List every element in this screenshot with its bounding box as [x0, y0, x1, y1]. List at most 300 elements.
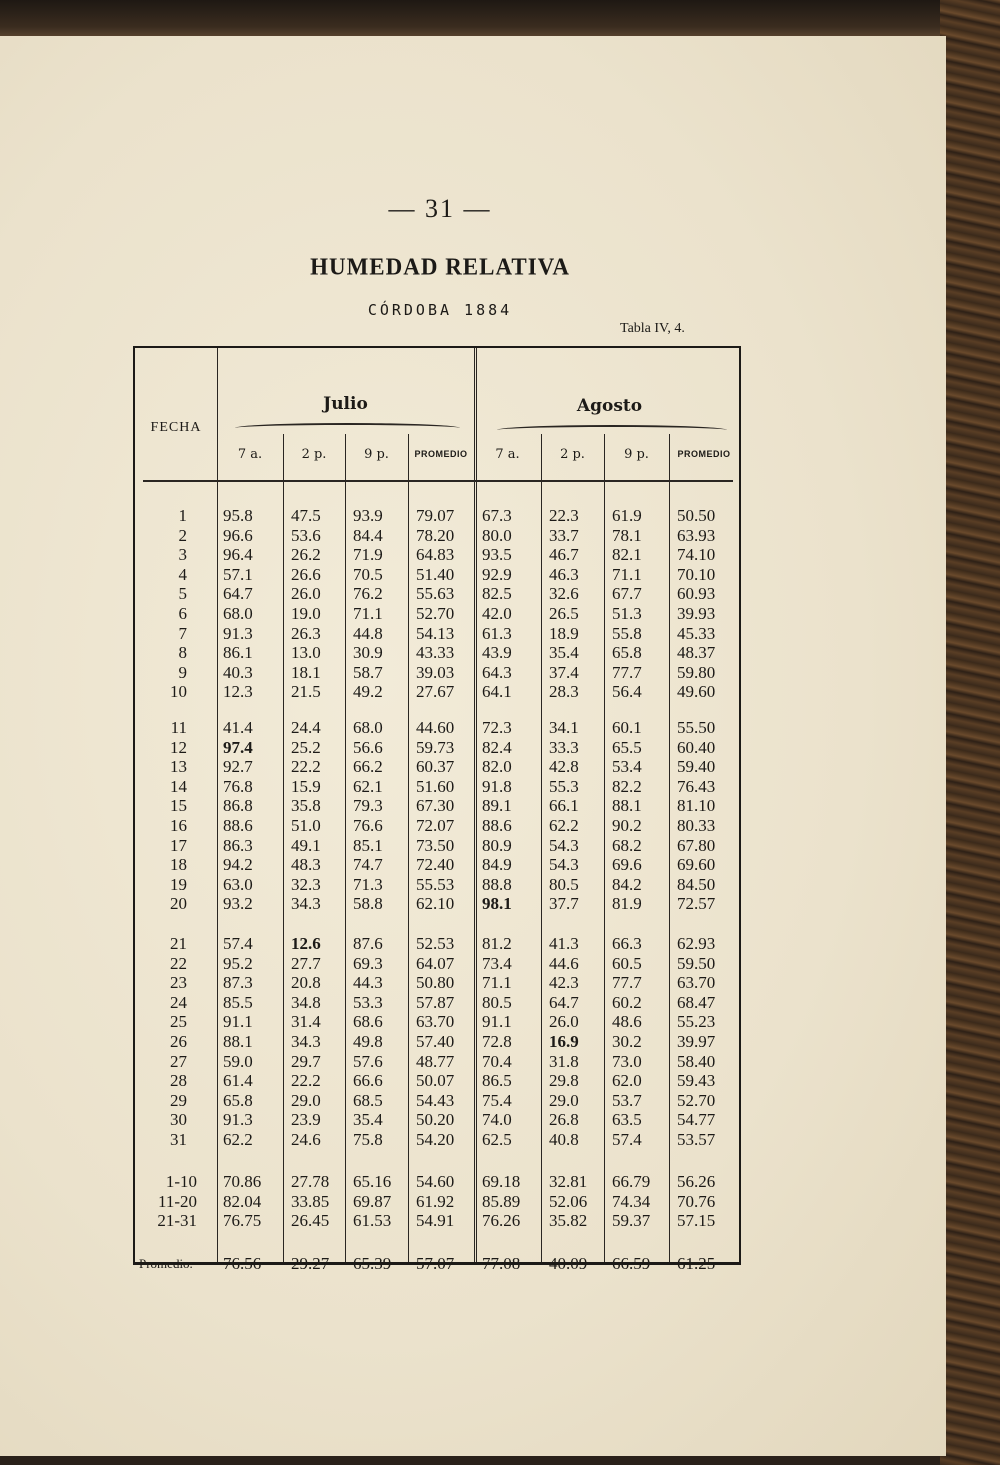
- humidity-value: 73.4: [482, 953, 512, 973]
- humidity-value: 22.3: [549, 506, 579, 525]
- humidity-value: 60.37: [416, 757, 455, 777]
- humidity-value: 82.0: [482, 757, 512, 777]
- humidity-value: 48.6: [612, 1012, 642, 1032]
- humidity-value: 42.3: [549, 973, 579, 993]
- humidity-value: 80.5: [482, 992, 512, 1012]
- humidity-value: 76.56: [223, 1254, 262, 1273]
- humidity-value: 77.08: [482, 1254, 521, 1273]
- humidity-value: 43.33: [416, 643, 455, 663]
- humidity-value: 81.10: [677, 796, 716, 816]
- humidity-value: 80.5: [549, 874, 579, 894]
- humidity-value: 44.3: [353, 973, 383, 993]
- humidity-value: 54.13: [416, 623, 455, 643]
- humidity-value: 39.97: [677, 1032, 716, 1051]
- humidity-value: 34.8: [291, 992, 321, 1012]
- humidity-value: 33.3: [549, 737, 579, 757]
- humidity-value: 54.3: [549, 855, 579, 875]
- humidity-value: 77.7: [612, 662, 642, 682]
- humidity-value: 52.70: [416, 604, 455, 623]
- humidity-value: 68.5: [353, 1090, 383, 1110]
- humidity-value: 85.89: [482, 1191, 521, 1211]
- column-header: PROMEDIO: [414, 449, 468, 459]
- column-divider: [669, 434, 670, 1262]
- humidity-value: 27.67: [416, 682, 455, 702]
- humidity-value: 57.40: [416, 1032, 455, 1051]
- row-date-label: 11-20: [157, 1191, 197, 1211]
- humidity-value: 57.15: [677, 1211, 716, 1231]
- page-number: — 31 —: [388, 194, 492, 223]
- humidity-value: 60.5: [612, 953, 642, 973]
- humidity-value: 72.57: [677, 894, 716, 914]
- humidity-value: 64.83: [416, 545, 455, 565]
- humidity-value: 62.10: [416, 894, 455, 914]
- humidity-value: 76.26: [482, 1211, 521, 1231]
- humidity-value: 50.50: [677, 506, 716, 525]
- humidity-value: 54.3: [549, 835, 579, 855]
- column-divider: [604, 434, 605, 1262]
- humidity-value: 54.77: [677, 1110, 716, 1130]
- humidity-value: 37.7: [549, 894, 579, 914]
- humidity-value: 39.03: [416, 662, 455, 682]
- humidity-value: 69.60: [677, 855, 716, 875]
- row-date-label: 4: [178, 564, 187, 584]
- column-divider: [345, 434, 346, 1262]
- humidity-value: 98.1: [482, 894, 512, 914]
- humidity-value: 87.6: [353, 934, 383, 953]
- humidity-value: 82.04: [223, 1191, 262, 1211]
- humidity-value: 88.6: [482, 816, 512, 835]
- humidity-value: 80.0: [482, 525, 512, 545]
- humidity-value: 93.2: [223, 894, 253, 914]
- humidity-value: 86.8: [223, 796, 253, 816]
- row-date-label: 9: [178, 662, 187, 682]
- humidity-value: 70.5: [353, 564, 383, 584]
- humidity-value: 87.3: [223, 973, 253, 993]
- humidity-value: 57.07: [416, 1254, 455, 1273]
- humidity-value: 27.7: [291, 953, 321, 973]
- humidity-value: 86.3: [223, 835, 253, 855]
- humidity-value: 91.1: [482, 1012, 512, 1032]
- column-divider: [541, 434, 542, 1262]
- humidity-value: 35.82: [549, 1211, 588, 1231]
- humidity-value: 68.0: [223, 604, 253, 623]
- humidity-value: 69.3: [353, 953, 383, 973]
- row-date-label: 23: [170, 973, 187, 993]
- humidity-value: 48.77: [416, 1051, 455, 1071]
- humidity-value: 86.1: [223, 643, 253, 663]
- humidity-value: 61.9: [612, 506, 642, 525]
- humidity-value: 63.93: [677, 525, 716, 545]
- humidity-value: 41.4: [223, 718, 253, 737]
- humidity-value: 58.40: [677, 1051, 716, 1071]
- humidity-value: 65.5: [612, 737, 642, 757]
- humidity-value: 29.8: [549, 1071, 579, 1091]
- humidity-value: 71.3: [353, 874, 383, 894]
- humidity-value: 76.75: [223, 1211, 262, 1231]
- humidity-value: 50.07: [416, 1071, 455, 1091]
- humidity-value: 61.53: [353, 1211, 392, 1231]
- humidity-value: 33.85: [291, 1191, 330, 1211]
- humidity-value: 91.1: [223, 1012, 253, 1032]
- humidity-value: 93.9: [353, 506, 383, 525]
- humidity-value: 95.8: [223, 506, 253, 525]
- humidity-value: 54.60: [416, 1172, 455, 1191]
- humidity-value: 18.1: [291, 662, 321, 682]
- row-date-label: 7: [178, 623, 187, 643]
- humidity-value: 57.87: [416, 992, 455, 1012]
- humidity-value: 67.3: [482, 506, 512, 525]
- row-date-label: 28: [170, 1071, 187, 1091]
- row-date-label: 8: [178, 643, 187, 663]
- humidity-value: 58.8: [353, 894, 383, 914]
- humidity-value: 75.4: [482, 1090, 512, 1110]
- page-title: HUMEDAD RELATIVA: [310, 253, 570, 280]
- humidity-value: 50.20: [416, 1110, 455, 1130]
- humidity-value: 65.39: [353, 1254, 392, 1273]
- humidity-value: 65.8: [223, 1090, 253, 1110]
- humidity-value: 60.93: [677, 584, 716, 604]
- humidity-value: 94.2: [223, 855, 253, 875]
- row-date-label: 10: [170, 682, 187, 702]
- humidity-value: 55.23: [677, 1012, 716, 1032]
- humidity-value: 62.2: [223, 1130, 253, 1149]
- humidity-value: 63.70: [677, 973, 716, 993]
- row-date-label: 21: [170, 934, 187, 953]
- humidity-value: 78.1: [612, 525, 642, 545]
- humidity-value: 92.7: [223, 757, 253, 777]
- humidity-value: 86.5: [482, 1071, 512, 1091]
- humidity-value: 71.9: [353, 545, 383, 565]
- month-header-agosto: Agosto: [576, 396, 643, 416]
- humidity-value: 84.50: [677, 874, 716, 894]
- humidity-value: 49.8: [353, 1032, 383, 1051]
- humidity-value: 71.1: [482, 973, 512, 993]
- humidity-value: 64.1: [482, 682, 512, 702]
- row-date-label: 16: [170, 816, 187, 835]
- humidity-value: 51.60: [416, 776, 455, 796]
- humidity-value: 63.0: [223, 874, 253, 894]
- humidity-value: 55.53: [416, 874, 455, 894]
- humidity-value: 56.6: [353, 737, 383, 757]
- month-header-julio: Julio: [323, 394, 368, 414]
- document-page: [0, 36, 946, 1456]
- humidity-value: 62.5: [482, 1130, 512, 1149]
- humidity-value: 46.3: [549, 564, 579, 584]
- humidity-value: 72.40: [416, 855, 455, 875]
- humidity-value: 91.3: [223, 1110, 253, 1130]
- humidity-value: 35.4: [549, 643, 579, 663]
- humidity-value: 64.7: [549, 992, 579, 1012]
- row-date-label: 5: [178, 584, 187, 604]
- humidity-value: 67.30: [416, 796, 455, 816]
- humidity-value: 26.6: [291, 564, 321, 584]
- humidity-value: 40.3: [223, 662, 253, 682]
- humidity-value: 55.63: [416, 584, 455, 604]
- page-subtitle: CÓRDOBA 1884: [367, 301, 513, 319]
- humidity-value: 56.4: [612, 682, 642, 702]
- humidity-value: 68.0: [353, 718, 383, 737]
- humidity-value: 37.4: [549, 662, 579, 682]
- column-divider: [217, 348, 218, 1262]
- humidity-value: 60.2: [612, 992, 642, 1012]
- humidity-value: 74.7: [353, 855, 383, 875]
- humidity-value: 58.7: [353, 662, 383, 682]
- humidity-value: 62.1: [353, 776, 383, 796]
- humidity-value: 24.4: [291, 718, 321, 737]
- humidity-value: 68.2: [612, 835, 642, 855]
- humidity-value: 89.1: [482, 796, 512, 816]
- humidity-value: 64.7: [223, 584, 253, 604]
- humidity-value: 70.86: [223, 1172, 262, 1191]
- humidity-value: 45.33: [677, 623, 716, 643]
- humidity-value: 48.37: [677, 643, 716, 663]
- humidity-value: 26.8: [549, 1110, 579, 1130]
- humidity-value: 44.60: [416, 718, 455, 737]
- humidity-value: 63.70: [416, 1012, 455, 1032]
- humidity-value: 66.6: [353, 1071, 383, 1091]
- humidity-value: 51.40: [416, 564, 455, 584]
- humidity-value: 84.2: [612, 874, 642, 894]
- humidity-value: 33.7: [549, 525, 579, 545]
- row-date-label: 3: [178, 545, 187, 565]
- humidity-value: 97.4: [223, 737, 253, 757]
- humidity-value: 31.4: [291, 1012, 321, 1032]
- humidity-value: 53.4: [612, 757, 642, 777]
- humidity-value: 73.50: [416, 835, 455, 855]
- humidity-value: 49.60: [677, 682, 716, 702]
- humidity-value: 67.80: [677, 835, 716, 855]
- humidity-value: 59.43: [677, 1071, 716, 1091]
- fecha-header: FECHA: [150, 420, 202, 435]
- humidity-value: 62.93: [677, 934, 716, 953]
- humidity-value: 66.59: [612, 1254, 651, 1273]
- humidity-value: 72.07: [416, 816, 455, 835]
- humidity-value: 32.3: [291, 874, 321, 894]
- humidity-value: 53.3: [353, 992, 383, 1012]
- humidity-value: 84.4: [353, 525, 383, 545]
- humidity-value: 41.3: [549, 934, 579, 953]
- humidity-value: 80.33: [677, 816, 716, 835]
- humidity-value: 92.9: [482, 564, 512, 584]
- humidity-value: 29.27: [291, 1254, 330, 1273]
- humidity-value: 88.1: [223, 1032, 253, 1051]
- humidity-value: 26.0: [549, 1012, 579, 1032]
- column-header: 9 p.: [364, 447, 389, 462]
- humidity-value: 95.2: [223, 953, 253, 973]
- humidity-value: 66.1: [549, 796, 579, 816]
- column-header: 7 a.: [495, 447, 520, 462]
- humidity-value: 65.8: [612, 643, 642, 663]
- humidity-value: 53.57: [677, 1130, 716, 1149]
- humidity-value: 23.9: [291, 1110, 321, 1130]
- humidity-value: 81.2: [482, 934, 512, 953]
- humidity-value: 81.9: [612, 894, 642, 914]
- humidity-value: 61.25: [677, 1254, 716, 1273]
- row-date-label: 11: [170, 718, 187, 737]
- humidity-value: 15.9: [291, 776, 321, 796]
- humidity-value: 64.07: [416, 953, 455, 973]
- column-header: 9 p.: [624, 447, 649, 462]
- humidity-value: 59.73: [416, 737, 455, 757]
- humidity-value: 57.4: [612, 1130, 642, 1149]
- column-header: PROMEDIO: [677, 449, 731, 459]
- humidity-value: 26.3: [291, 623, 321, 643]
- humidity-value: 26.45: [291, 1211, 330, 1231]
- humidity-value: 48.3: [291, 855, 321, 875]
- humidity-value: 54.91: [416, 1211, 455, 1231]
- humidity-value: 57.1: [223, 564, 253, 584]
- humidity-value: 34.1: [549, 718, 579, 737]
- humidity-value: 69.87: [353, 1191, 392, 1211]
- row-date-label: 22: [170, 953, 187, 973]
- humidity-value: 59.50: [677, 953, 716, 973]
- humidity-value: 91.3: [223, 623, 253, 643]
- humidity-value: 30.9: [353, 643, 383, 663]
- humidity-value: 55.3: [549, 776, 579, 796]
- row-date-label: 15: [170, 796, 187, 816]
- humidity-value: 61.92: [416, 1191, 455, 1211]
- humidity-value: 18.9: [549, 623, 579, 643]
- humidity-value: 66.3: [612, 934, 642, 953]
- humidity-value: 59.40: [677, 757, 716, 777]
- row-date-label: 18: [170, 855, 187, 875]
- humidity-value: 93.5: [482, 545, 512, 565]
- humidity-value: 40.8: [549, 1130, 579, 1149]
- humidity-value: 29.0: [549, 1090, 579, 1110]
- humidity-value: 22.2: [291, 1071, 321, 1091]
- humidity-value: 46.7: [549, 545, 579, 565]
- humidity-value: 65.16: [353, 1172, 392, 1191]
- humidity-value: 60.40: [677, 737, 716, 757]
- humidity-value: 34.3: [291, 1032, 321, 1051]
- humidity-value: 88.6: [223, 816, 253, 835]
- humidity-value: 79.3: [353, 796, 383, 816]
- humidity-value: 55.8: [612, 623, 642, 643]
- humidity-value: 63.5: [612, 1110, 642, 1130]
- humidity-value: 77.7: [612, 973, 642, 993]
- humidity-value: 26.2: [291, 545, 321, 565]
- humidity-value: 90.2: [612, 816, 642, 835]
- humidity-value: 76.6: [353, 816, 383, 835]
- humidity-value: 54.20: [416, 1130, 455, 1149]
- humidity-value: 66.2: [353, 757, 383, 777]
- humidity-value: 64.3: [482, 662, 512, 682]
- humidity-value: 82.5: [482, 584, 512, 604]
- humidity-value: 12.6: [291, 934, 321, 953]
- humidity-value: 68.47: [677, 992, 716, 1012]
- book-binding: [940, 0, 1000, 1465]
- humidity-value: 82.2: [612, 776, 642, 796]
- humidity-value: 88.1: [612, 796, 642, 816]
- humidity-value: 56.26: [677, 1172, 716, 1191]
- humidity-value: 69.18: [482, 1172, 521, 1191]
- book-top-edge: [0, 0, 1000, 38]
- humidity-value: 74.10: [677, 545, 716, 565]
- humidity-value: 96.4: [223, 545, 253, 565]
- row-date-label: 6: [178, 604, 187, 623]
- humidity-value: 49.2: [353, 682, 383, 702]
- humidity-value: 32.6: [549, 584, 579, 604]
- humidity-value: 54.43: [416, 1090, 455, 1110]
- humidity-value: 51.0: [291, 816, 321, 835]
- humidity-value: 91.8: [482, 776, 512, 796]
- humidity-value: 25.2: [291, 737, 321, 757]
- humidity-value: 69.6: [612, 855, 642, 875]
- humidity-value: 49.1: [291, 835, 321, 855]
- humidity-table: [133, 346, 741, 1273]
- humidity-value: 66.79: [612, 1172, 651, 1191]
- row-date-label: 1: [178, 506, 187, 525]
- row-date-label: 27: [170, 1051, 187, 1071]
- humidity-value: 57.6: [353, 1051, 383, 1071]
- humidity-value: 59.37: [612, 1211, 651, 1231]
- humidity-value: 60.1: [612, 718, 642, 737]
- humidity-value: 52.70: [677, 1090, 716, 1110]
- column-divider: [474, 348, 477, 1262]
- humidity-value: 43.9: [482, 643, 512, 663]
- humidity-value: 84.9: [482, 855, 512, 875]
- humidity-value: 44.8: [353, 623, 383, 643]
- humidity-value: 42.8: [549, 757, 579, 777]
- humidity-value: 70.10: [677, 564, 716, 584]
- humidity-value: 52.06: [549, 1191, 588, 1211]
- humidity-value: 34.3: [291, 894, 321, 914]
- julio-brace: [235, 423, 460, 433]
- column-divider: [408, 434, 409, 1262]
- humidity-value: 26.0: [291, 584, 321, 604]
- humidity-value: 30.2: [612, 1032, 642, 1051]
- humidity-value: 70.4: [482, 1051, 512, 1071]
- humidity-value: 39.93: [677, 604, 716, 623]
- row-date-label: 26: [170, 1032, 187, 1051]
- column-divider: [283, 434, 284, 1262]
- humidity-value: 72.3: [482, 718, 512, 737]
- row-date-label: 29: [170, 1090, 187, 1110]
- humidity-value: 62.0: [612, 1071, 642, 1091]
- humidity-value: 59.80: [677, 662, 716, 682]
- humidity-value: 78.20: [416, 525, 455, 545]
- humidity-value: 31.8: [549, 1051, 579, 1071]
- humidity-value: 19.0: [291, 604, 321, 623]
- column-header: 2 p.: [560, 447, 585, 462]
- agosto-brace: [497, 425, 727, 435]
- humidity-value: 75.8: [353, 1130, 383, 1149]
- humidity-value: 12.3: [223, 682, 253, 702]
- humidity-value: 72.8: [482, 1032, 512, 1051]
- humidity-value: 85.1: [353, 835, 383, 855]
- humidity-value: 82.1: [612, 545, 642, 565]
- humidity-value: 85.5: [223, 992, 253, 1012]
- row-date-label: Promedio.: [139, 1256, 193, 1271]
- humidity-value: 76.43: [677, 776, 716, 796]
- humidity-value: 51.3: [612, 604, 642, 623]
- humidity-value: 68.6: [353, 1012, 383, 1032]
- humidity-value: 74.34: [612, 1191, 651, 1211]
- row-date-label: 21-31: [157, 1211, 197, 1231]
- row-date-label: 17: [170, 835, 187, 855]
- humidity-value: 62.2: [549, 816, 579, 835]
- humidity-value: 35.4: [353, 1110, 383, 1130]
- humidity-value: 71.1: [353, 604, 383, 623]
- humidity-value: 32.81: [549, 1172, 588, 1191]
- humidity-value: 21.5: [291, 682, 321, 702]
- row-date-label: 30: [170, 1110, 187, 1130]
- humidity-value: 79.07: [416, 506, 455, 525]
- humidity-value: 28.3: [549, 682, 579, 702]
- humidity-value: 29.0: [291, 1090, 321, 1110]
- humidity-value: 55.50: [677, 718, 716, 737]
- humidity-value: 80.9: [482, 835, 512, 855]
